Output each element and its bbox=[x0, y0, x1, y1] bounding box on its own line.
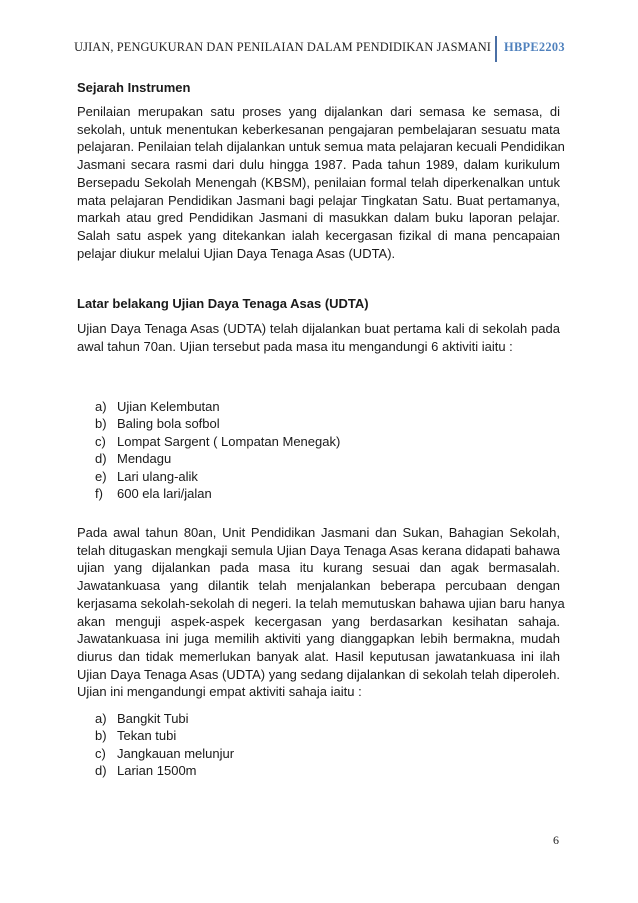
list-marker: c) bbox=[95, 745, 106, 761]
list-item-text: Ujian Kelembutan bbox=[117, 399, 220, 414]
section-heading-sejarah: Sejarah Instrumen bbox=[77, 80, 191, 95]
list-item-text: Larian 1500m bbox=[117, 763, 197, 779]
paragraph-line: ujian yang dijalankan pada masa itu kurang sesuai dan agak bermasalah. bbox=[77, 560, 560, 576]
list-item-text: Mendagu bbox=[117, 451, 172, 467]
paragraph-line: sekolah, untuk menentukan keberkesanan pengajaran pembelajaran sesuatu mata bbox=[77, 121, 560, 137]
course-code: HBPE2203 bbox=[504, 40, 565, 54]
activity-list-current bbox=[95, 710, 234, 780]
paragraph-line: awal tahun 70an. Ujian tersebut pada masa itu mengandungi 6 aktiviti iaitu : bbox=[77, 338, 513, 354]
page-number: 6 bbox=[553, 833, 559, 847]
list-marker: a) bbox=[95, 711, 107, 726]
header-title: UJIAN, PENGUKURAN DAN PENILAIAN DALAM PENDIDIKAN JASMANI bbox=[74, 40, 491, 54]
list-item bbox=[95, 485, 340, 502]
paragraph-line: Salah satu aspek yang ditekankan ialah kecergasan fizikal di mana pencapaian bbox=[77, 227, 560, 243]
list-item bbox=[95, 468, 340, 485]
list-marker: e) bbox=[95, 468, 107, 484]
list-marker: d) bbox=[95, 763, 107, 779]
list-marker: b) bbox=[95, 416, 107, 432]
list-item-text: Lari ulang-alik bbox=[117, 468, 198, 484]
list-item bbox=[95, 762, 234, 779]
page-header bbox=[0, 36, 638, 64]
list-item bbox=[95, 745, 234, 762]
section-heading-latar-belakang: Latar belakang Ujian Daya Tenaga Asas (UDTA) bbox=[77, 296, 369, 311]
paragraph-line: Bersepadu Sekolah Menengah (KBSM), penilaian formal telah diperkenalkan untuk bbox=[77, 174, 560, 190]
list-item-text: Tekan tubi bbox=[117, 728, 177, 744]
list-marker: d) bbox=[95, 451, 107, 467]
paragraph-line: pelajar diukur melalui Ujian Daya Tenaga Asas (UDTA). bbox=[77, 245, 396, 261]
list-marker: b) bbox=[95, 728, 107, 744]
paragraph-line: kerjasama sekolah-sekolah di negeri. Ia telah memutuskan bahawa ujian baru hanya bbox=[77, 595, 565, 611]
list-item-text: Lompat Sargent ( Lompatan Menegak) bbox=[117, 433, 341, 449]
list-item bbox=[95, 415, 340, 432]
list-item-text: Bangkit Tubi bbox=[117, 711, 189, 726]
header-divider bbox=[495, 36, 497, 62]
list-marker: c) bbox=[95, 433, 106, 449]
list-item bbox=[95, 727, 234, 744]
paragraph-line: Ujian Daya Tenaga Asas (UDTA) telah dijalankan buat pertama kali di sekolah pada bbox=[77, 321, 560, 336]
list-marker: a) bbox=[95, 399, 107, 414]
paragraph-line: Pada awal tahun 80an, Unit Pendidikan Jasmani dan Sukan, Bahagian Sekolah, bbox=[77, 525, 560, 540]
list-item-text: 600 ela lari/jalan bbox=[117, 486, 212, 502]
paragraph-line: pelajaran. Penilaian telah dijalankan untuk semua mata pelajaran kecuali Pendidikan bbox=[77, 139, 565, 155]
paragraph-line: mata pelajaran Pendidikan Jasmani bagi pelajar Tingkatan Satu. Buat pertamanya, bbox=[77, 192, 560, 208]
list-item bbox=[95, 710, 234, 727]
paragraph-line: telah ditugaskan mengkaji semula Ujian Daya Tenaga Asas kerana didapati bahawa bbox=[77, 542, 560, 558]
list-item bbox=[95, 398, 340, 415]
paragraph-line: Jasmani secara rasmi dari dulu hingga 1987. Pada tahun 1989, dalam kurikulum bbox=[77, 157, 560, 173]
list-item bbox=[95, 433, 340, 450]
paragraph-line: Jawatankuasa yang dilantik telah menjalankan beberapa percubaan dengan bbox=[77, 578, 560, 594]
paragraph-line: akan menguji aspek-aspek kecergasan yang berdasarkan kesihatan sahaja. bbox=[77, 613, 560, 629]
paragraph-line: Penilaian merupakan satu proses yang dijalankan dari semasa ke semasa, di bbox=[77, 104, 560, 119]
list-marker: f) bbox=[95, 486, 103, 502]
paragraph-udta-revision bbox=[77, 524, 565, 701]
paragraph-line: markah atau gred Pendidikan Jasmani di masukkan dalam buku laporan pelajar. bbox=[77, 210, 560, 226]
paragraph-line: diurus dan tidak memerlukan banyak alat. Hasil keputusan jawatankuasa ini ilah bbox=[77, 648, 560, 664]
paragraph-sejarah bbox=[77, 103, 565, 262]
list-item-text: Jangkauan melunjur bbox=[117, 745, 235, 761]
list-item-text: Baling bola sofbol bbox=[117, 416, 220, 432]
paragraph-line: Ujian ini mengandungi empat aktiviti sahaja iaitu : bbox=[77, 684, 362, 700]
paragraph-udta-intro bbox=[77, 320, 560, 355]
activity-list-original bbox=[95, 398, 340, 502]
paragraph-line: Jawatankuasa ini juga memilih aktiviti yang dianggapkan lebih bermakna, mudah bbox=[77, 631, 560, 647]
list-item bbox=[95, 450, 340, 467]
paragraph-line: Ujian Daya Tenaga Asas (UDTA) yang sedang dijalankan di sekolah telah diperoleh. bbox=[77, 666, 560, 682]
